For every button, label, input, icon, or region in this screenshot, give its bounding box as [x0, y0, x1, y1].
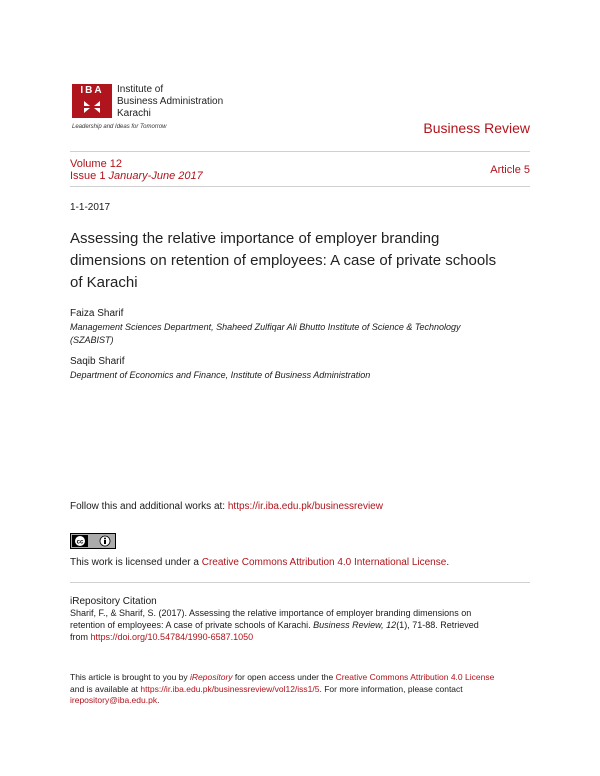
divider	[70, 582, 530, 583]
title-line: Assessing the relative importance of employer branding	[70, 230, 440, 247]
publication-date: 1-1-2017	[70, 202, 111, 213]
logo-name-line: Business Administration	[117, 96, 224, 107]
access-notice	[70, 672, 530, 707]
notice-line	[70, 684, 530, 696]
issue-label: Issue 1	[70, 170, 106, 182]
citation-part: retention of employees: A case of private schools of Karachi.	[70, 620, 314, 630]
creative-commons-badge-icon[interactable]	[70, 533, 116, 549]
journal-name[interactable]: Business Review	[423, 120, 530, 136]
contact-email-link[interactable]: irepository@iba.edu.pk	[70, 695, 158, 705]
author-name: Saqib Sharif	[70, 356, 125, 367]
notice-text: for open access under the	[232, 672, 336, 682]
volume-link[interactable]: Volume 12	[70, 158, 122, 170]
citation-part: (1), 71-88. Retrieved	[396, 620, 479, 630]
affiliation-line: Management Sciences Department, Shaheed Zulfiqar Ali Bhutto Institute of Science & Technology	[70, 322, 461, 332]
notice-text: .	[157, 695, 160, 705]
logo-name-line: Karachi	[117, 108, 151, 119]
author-affiliation	[70, 369, 530, 382]
citation-journal: Business Review, 12	[313, 620, 397, 630]
issue-period: January-June 2017	[108, 170, 203, 182]
author-affiliation	[70, 321, 530, 347]
citation-line	[70, 619, 530, 631]
notice-text: This article is brought to you by	[70, 672, 191, 682]
iba-emblem-icon	[82, 99, 102, 115]
article-url-link[interactable]: https://ir.iba.edu.pk/businessreview/vol12/iss1/5	[140, 683, 320, 694]
citation-line: Sharif, F., & Sharif, S. (2017). Assessing the relative importance of employer branding dimensions on	[70, 608, 472, 618]
iba-logo	[72, 84, 242, 136]
article-title[interactable]	[70, 228, 530, 294]
divider	[70, 186, 530, 187]
citation-heading: iRepository Citation	[70, 596, 157, 607]
citation-line	[70, 631, 530, 643]
citation-part: from	[70, 632, 91, 642]
citation-text	[70, 607, 530, 643]
follow-text: Follow this and additional works at:	[70, 501, 228, 512]
notice-line	[70, 695, 530, 707]
iba-logo-text: IBA	[80, 85, 104, 96]
author-name: Faiza Sharif	[70, 308, 124, 319]
notice-line	[70, 672, 530, 684]
iba-logo-name	[117, 84, 223, 120]
issue-link[interactable]	[70, 170, 203, 182]
follow-line	[70, 501, 383, 512]
license-link[interactable]: Creative Commons Attribution 4.0 International License	[201, 557, 447, 568]
article-link[interactable]: Article 5	[490, 164, 530, 176]
repository-link[interactable]: iRepository	[190, 672, 233, 682]
iba-logo-tagline: Leadership and Ideas for Tomorrow	[72, 124, 167, 130]
affiliation-line: (SZABIST)	[70, 335, 114, 345]
cc-badge-text: cc	[76, 539, 84, 546]
logo-name-line: Institute of	[117, 84, 164, 95]
divider	[70, 151, 530, 152]
collection-link[interactable]: https://ir.iba.edu.pk/businessreview	[227, 501, 383, 512]
notice-text: and is available at	[70, 683, 141, 694]
title-line: of Karachi	[70, 274, 138, 291]
notice-text: . For more information, please contact	[319, 683, 463, 694]
notice-license-link[interactable]: Creative Commons Attribution 4.0 License	[335, 672, 495, 682]
license-suffix: .	[446, 557, 450, 568]
title-line: dimensions on retention of employees: A case of private schools	[70, 252, 497, 269]
affiliation-line: Department of Economics and Finance, Institute of Business Administration	[70, 370, 371, 380]
doi-link[interactable]: https://doi.org/10.54784/1990-6587.1050	[90, 632, 254, 642]
iba-logo-badge	[72, 84, 112, 118]
license-text: This work is licensed under a	[70, 557, 202, 568]
license-line	[70, 557, 449, 568]
volume-info	[70, 158, 203, 182]
